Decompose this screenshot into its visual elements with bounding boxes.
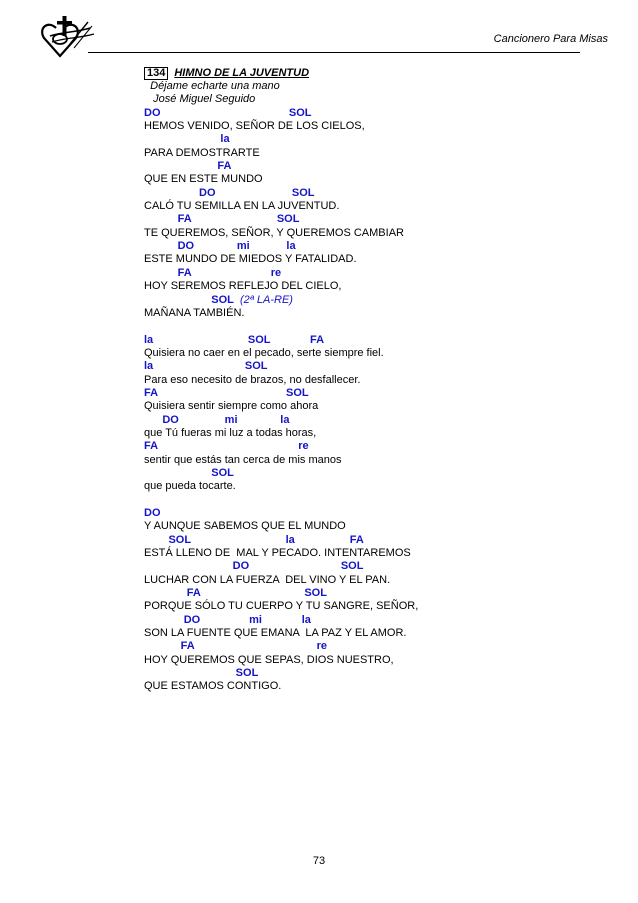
chord-text: FA SOL: [144, 213, 300, 226]
chord-line: [144, 267, 604, 280]
song-number: 134: [144, 67, 168, 80]
chord-text: DO mi la: [144, 413, 290, 426]
chord-text: DO SOL: [144, 106, 312, 119]
chord-line: [144, 614, 604, 627]
heart-cross-logo-icon: [36, 14, 100, 66]
chord-text: SOL: [144, 293, 234, 306]
lyric-line: HOY SEREMOS REFLEJO DEL CIELO,: [144, 280, 342, 293]
lyric-line: Quisiera sentir siempre como ahora: [144, 400, 319, 413]
song-title-row: [144, 66, 604, 80]
chord-line: [144, 294, 604, 307]
chord-text: la SOL: [144, 360, 268, 373]
lyric-line: LUCHAR CON LA FUERZA DEL VINO Y EL PAN.: [144, 573, 391, 586]
chord-line: [144, 587, 604, 600]
song-title: HIMNO DE LA JUVENTUD: [174, 67, 310, 79]
chord-text: FA re: [144, 640, 327, 653]
lyric-line: Para eso necesito de brazos, no desfallecer.: [144, 373, 361, 386]
blank-line: [144, 494, 604, 507]
lyric-line: HEMOS VENIDO, SEÑOR DE LOS CIELOS,: [144, 120, 365, 133]
chord-text: SOL: [144, 667, 259, 680]
lyric-line: QUE ESTAMOS CONTIGO.: [144, 680, 282, 693]
chord-line: [144, 387, 604, 400]
chord-text: DO SOL: [144, 186, 315, 199]
chord-line: [144, 414, 604, 427]
chord-line: [144, 334, 604, 347]
chord-text: DO mi la: [144, 240, 296, 253]
chord-text: SOL: [144, 466, 234, 479]
chord-line: [144, 560, 604, 573]
chord-line: [144, 187, 604, 200]
chord-line: [144, 667, 604, 680]
chord-line: [144, 640, 604, 653]
chord-line: [144, 467, 604, 480]
chord-text: FA: [144, 160, 232, 173]
chord-text: FA SOL: [144, 587, 327, 600]
chord-line: [144, 534, 604, 547]
lyric-line: HOY QUEREMOS QUE SEPAS, DIOS NUESTRO,: [144, 653, 394, 666]
lyric-line: ESTE MUNDO DE MIEDOS Y FATALIDAD.: [144, 253, 357, 266]
chord-text: DO SOL: [144, 560, 364, 573]
song-subtitle: [144, 80, 604, 93]
lyric-line: Y AUNQUE SABEMOS QUE EL MUNDO: [144, 520, 346, 533]
lyric-line: QUE EN ESTE MUNDO: [144, 173, 263, 186]
chord-line: [144, 133, 604, 146]
header-title: Cancionero Para Misas: [493, 33, 608, 45]
song-author: [144, 93, 604, 106]
chord-text: la SOL FA: [144, 333, 325, 346]
lyric-line: que Tú fueras mi luz a todas horas,: [144, 426, 317, 439]
chord-line: [144, 360, 604, 373]
chord-note: (2ª LA-RE): [233, 293, 293, 306]
lyric-line: MAÑANA TAMBIÉN.: [144, 306, 245, 319]
lyric-line: Quisiera no caer en el pecado, serte siempre fiel.: [144, 346, 384, 359]
lyric-line: sentir que estás tan cerca de mis manos: [144, 453, 342, 466]
lyrics-block: [144, 107, 604, 694]
chord-text: DO: [144, 507, 161, 519]
lyric-line: ESTÁ LLENO DE MAL Y PECADO. INTENTAREMOS: [144, 547, 411, 560]
chord-text: FA re: [144, 266, 282, 279]
song-content: [144, 66, 604, 694]
page-number: 73: [312, 855, 326, 867]
chord-text: la: [144, 133, 230, 146]
chord-line: [144, 240, 604, 253]
lyric-line: CALÓ TU SEMILLA EN LA JUVENTUD.: [144, 200, 340, 213]
chord-text: FA re: [144, 440, 309, 453]
chord-text: DO mi la: [144, 613, 311, 626]
chord-text: FA SOL: [144, 386, 309, 399]
lyric-line: TE QUEREMOS, SEÑOR, Y QUEREMOS CAMBIAR: [144, 226, 404, 239]
header-divider: [88, 52, 580, 53]
lyric-line: PORQUE SÓLO TU CUERPO Y TU SANGRE, SEÑOR,: [144, 600, 419, 613]
song-subtitle-text: Déjame echarte una mano: [150, 80, 280, 92]
song-author-text: José Miguel Seguido: [153, 93, 256, 106]
lyric-line: PARA DEMOSTRARTE: [144, 146, 260, 159]
blank-line: [144, 320, 604, 333]
lyric-line: que pueda tocarte.: [144, 480, 236, 493]
chord-text: SOL la FA: [144, 533, 364, 546]
chord-line: [144, 107, 604, 120]
chord-line: [144, 160, 604, 173]
chord-line: [144, 440, 604, 453]
chord-line: [144, 507, 604, 520]
lyric-line: SON LA FUENTE QUE EMANA LA PAZ Y EL AMOR.: [144, 627, 407, 640]
chord-line: [144, 213, 604, 226]
